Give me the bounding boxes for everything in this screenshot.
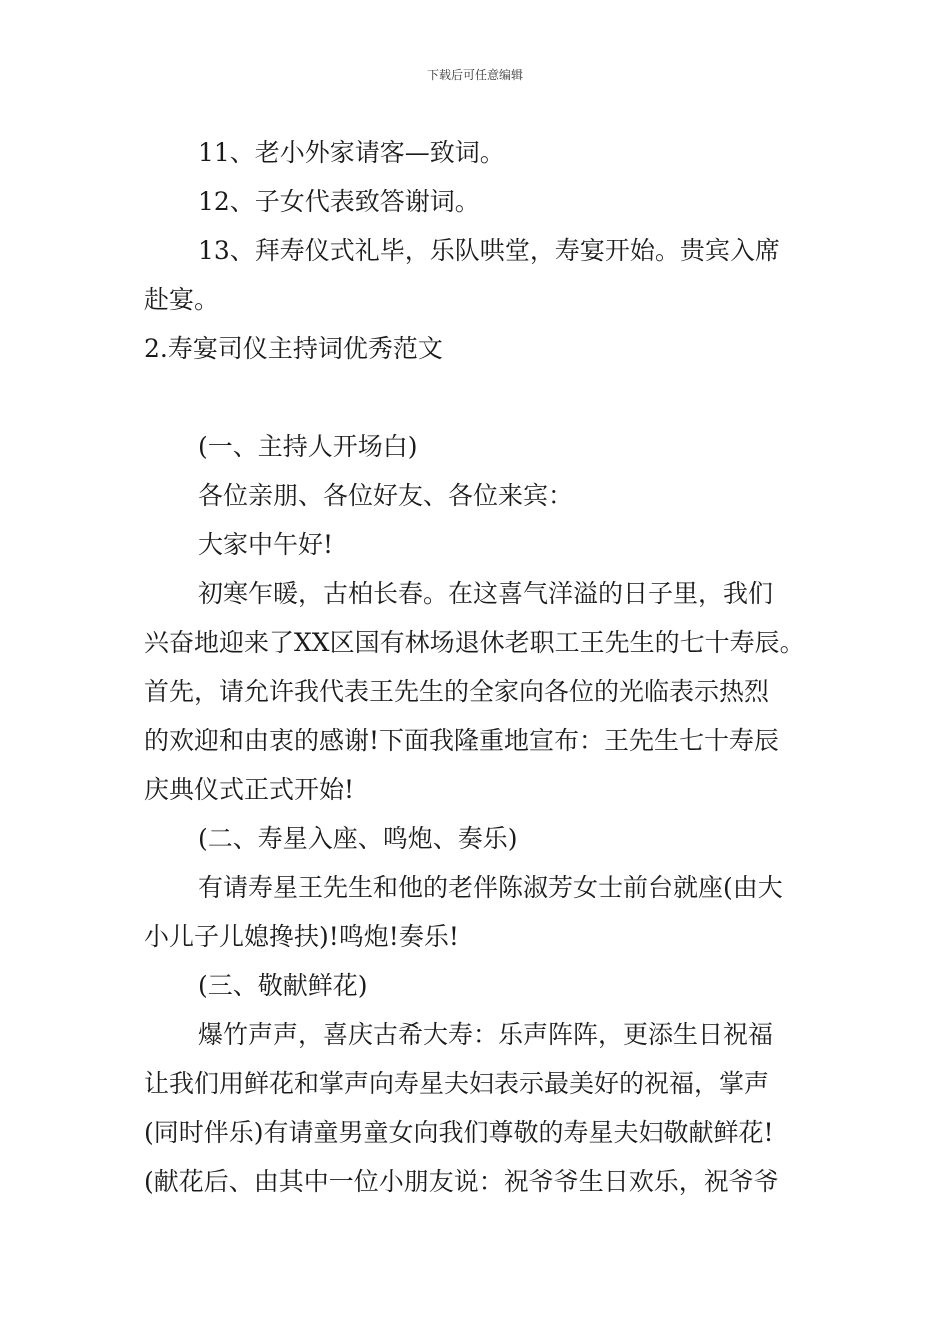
text-line: 赴宴。: [144, 285, 220, 314]
text-line: 有请寿星王先生和他的老伴陈淑芳女士前台就座(由大: [198, 873, 783, 902]
section-heading: 2.寿宴司仪主持词优秀范文: [144, 334, 443, 363]
text-line: 13、拜寿仪式礼毕，乐队哄堂，寿宴开始。贵宾入席: [198, 236, 780, 265]
subsection-heading: (三、敬献鲜花): [198, 971, 368, 1000]
text-line: 初寒乍暖，古柏长春。在这喜气洋溢的日子里，我们: [198, 579, 774, 608]
text-line: 庆典仪式正式开始!: [144, 775, 355, 804]
subsection-heading: (一、主持人开场白): [198, 432, 418, 461]
text-line: 大家中午好!: [198, 530, 334, 559]
text-line: 12、子女代表致答谢词。: [198, 187, 480, 216]
text-line: 兴奋地迎来了XX区国有林场退休老职工王先生的七十寿辰。: [144, 628, 805, 657]
text-line: (同时伴乐)有请童男童女向我们尊敬的寿星夫妇敬献鲜花!: [144, 1118, 774, 1147]
blank-line: [144, 373, 816, 422]
text-line: 各位亲朋、各位好友、各位来宾：: [198, 481, 574, 510]
text-line: 让我们用鲜花和掌声向寿星夫妇表示最美好的祝福，掌声: [144, 1069, 770, 1098]
page-header: 下载后可任意编辑: [426, 68, 523, 82]
document-body: [144, 128, 816, 1206]
text-line: 首先，请允许我代表王先生的全家向各位的光临表示热烈: [144, 677, 770, 706]
text-line: 爆竹声声，喜庆古希大寿：乐声阵阵，更添生日祝福: [198, 1020, 774, 1049]
text-line: 的欢迎和由衷的感谢!下面我隆重地宣布：王先生七十寿辰: [144, 726, 780, 755]
text-line: (献花后、由其中一位小朋友说：祝爷爷生日欢乐，祝爷爷: [144, 1167, 779, 1196]
text-line: 11、老小外家请客—致词。: [198, 138, 505, 167]
subsection-heading: (二、寿星入座、鸣炮、奏乐): [198, 824, 518, 853]
text-line: 小儿子儿媳搀扶)!鸣炮!奏乐!: [144, 922, 459, 951]
